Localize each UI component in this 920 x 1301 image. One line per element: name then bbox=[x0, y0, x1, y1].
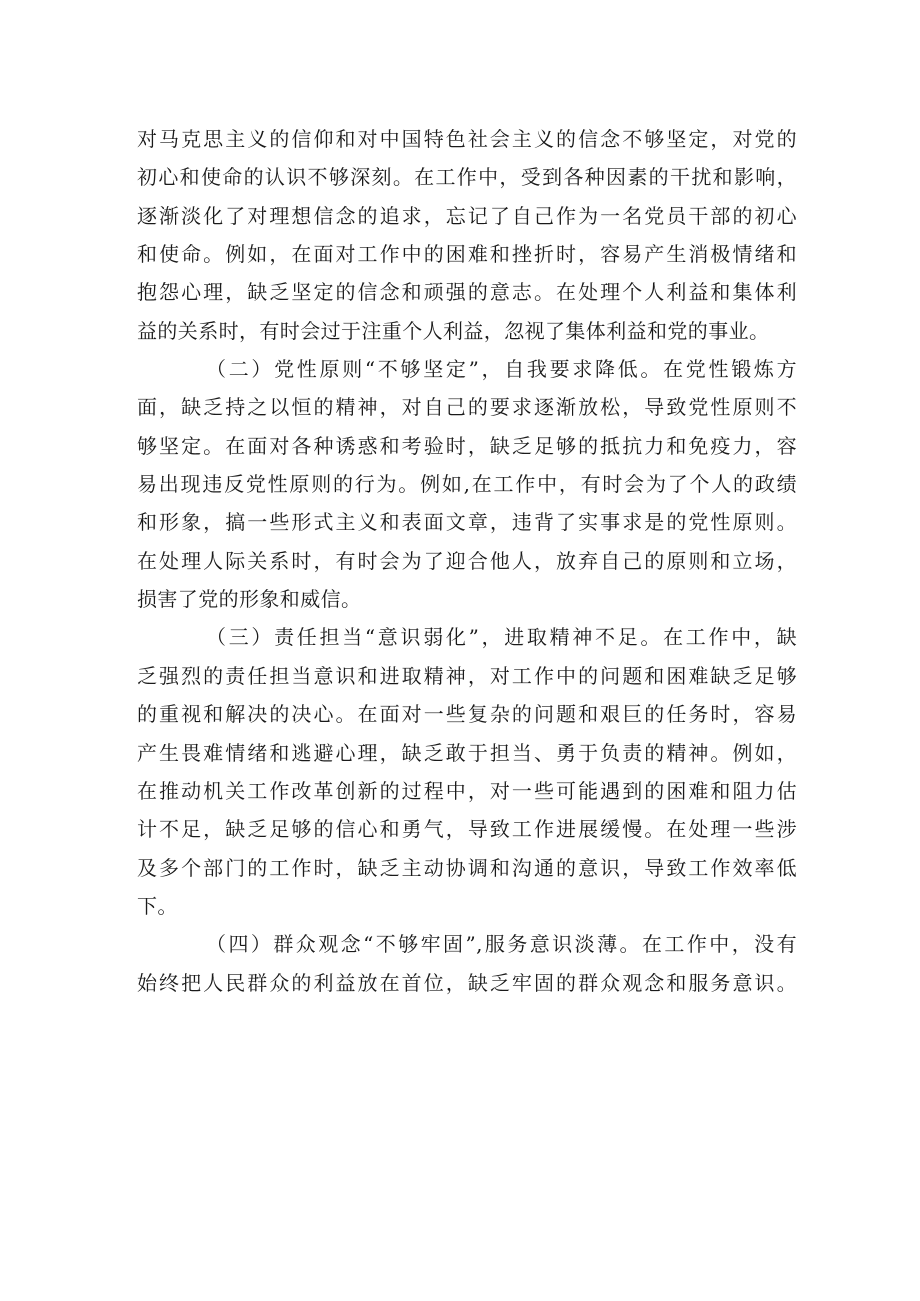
text-line: 面，缺乏持之以恒的精神，对自己的要求逐渐放松，导致党性原则不 bbox=[137, 395, 797, 420]
paragraph-1 bbox=[137, 120, 797, 350]
text-line: 损害了党的形象和威信。 bbox=[137, 587, 362, 612]
text-line: 在推动机关工作改革创新的过程中，对一些可能遇到的困难和阻力估 bbox=[137, 778, 797, 803]
paragraph-4 bbox=[137, 925, 797, 1002]
paragraph-3 bbox=[137, 618, 797, 925]
text-line: 及多个部门的工作时，缺乏主动协调和沟通的意识，导致工作效率低 bbox=[137, 855, 797, 880]
text-line: 初心和使命的认识不够深刻。在工作中，受到各种因素的干扰和影响， bbox=[137, 165, 797, 190]
text-line: 计不足，缺乏足够的信心和勇气，导致工作进展缓慢。在处理一些涉 bbox=[137, 817, 797, 842]
text-line: 益的关系时，有时会过于注重个人利益，忽视了集体利益和党的事业。 bbox=[137, 318, 770, 343]
text-line: 和形象，搞一些形式主义和表面文章，违背了实事求是的党性原则。 bbox=[137, 510, 797, 535]
text-line: 产生畏难情绪和逃避心理，缺乏敢于担当、勇于负责的精神。例如， bbox=[137, 740, 797, 765]
section-heading-line: （二）党性原则“不够坚定”，自我要求降低。在党性锻炼方 bbox=[206, 357, 797, 382]
text-line: 始终把人民群众的利益放在首位，缺乏牢固的群众观念和服务意识。 bbox=[137, 970, 797, 995]
section-heading-line: （四）群众观念“不够牢固”,服务意识淡薄。在工作中，没有 bbox=[206, 932, 797, 957]
section-heading-line: （三）责任担当“意识弱化”，进取精神不足。在工作中，缺 bbox=[206, 625, 797, 650]
text-line: 够坚定。在面对各种诱惑和考验时，缺乏足够的抵抗力和免疫力，容 bbox=[137, 433, 797, 458]
paragraph-2 bbox=[137, 350, 797, 618]
text-line: 的重视和解决的决心。在面对一些复杂的问题和艰巨的任务时，容易 bbox=[137, 702, 797, 727]
body-text bbox=[137, 120, 797, 1002]
text-line: 抱怨心理，缺乏坚定的信念和顽强的意志。在处理个人利益和集体利 bbox=[137, 280, 797, 305]
text-line: 乏强烈的责任担当意识和进取精神，对工作中的问题和困难缺乏足够 bbox=[137, 663, 797, 688]
text-line: 和使命。例如，在面对工作中的困难和挫折时，容易产生消极情绪和 bbox=[137, 242, 797, 267]
text-line: 对马克思主义的信仰和对中国特色社会主义的信念不够坚定，对党的 bbox=[137, 127, 797, 151]
text-line: 在处理人际关系时，有时会为了迎合他人，放弃自己的原则和立场， bbox=[137, 548, 797, 573]
text-line: 易出现违反党性原则的行为。例如,在工作中，有时会为了个人的政绩 bbox=[137, 472, 797, 497]
text-line: 逐渐淡化了对理想信念的追求，忘记了自己作为一名党员干部的初心 bbox=[137, 203, 797, 228]
text-line: 下。 bbox=[137, 893, 178, 918]
